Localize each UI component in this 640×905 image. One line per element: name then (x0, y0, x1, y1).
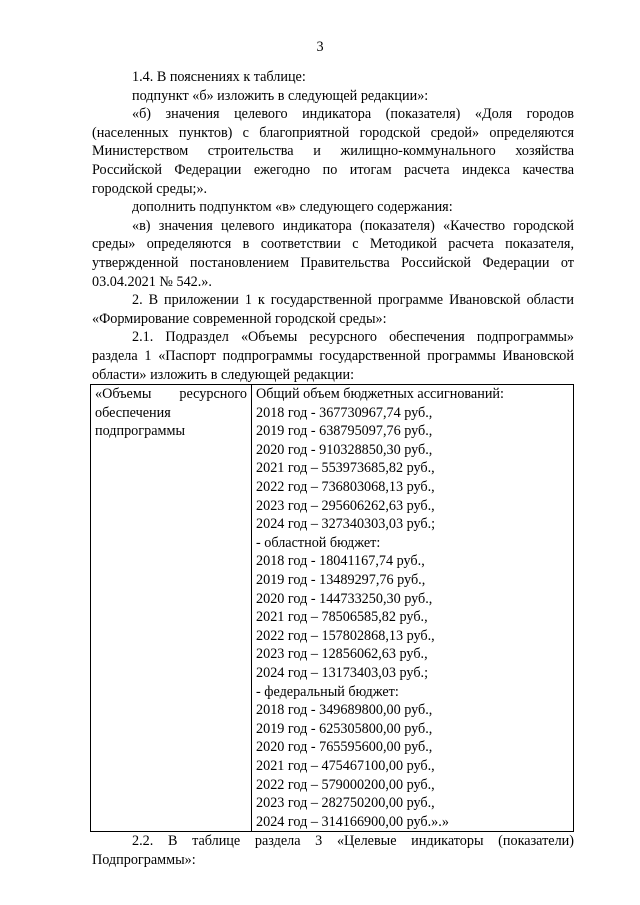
funding-line: 2023 год – 282750200,00 руб., (256, 795, 435, 812)
table-right-cell (252, 385, 574, 832)
left-cell-line: обеспечения (95, 404, 171, 421)
funding-line: 2022 год – 579000200,00 руб., (256, 776, 435, 793)
paragraph-2-2: 2.2. В таблице раздела 3 «Целевые индикаторы (показатели) Подпрограммы»: (92, 833, 574, 868)
paragraph-subitem-b-intro: подпункт «б» изложить в следующей редакции»: (132, 87, 429, 104)
funding-line: Общий объем бюджетных ассигнований: (256, 386, 504, 403)
funding-line: 2019 год - 13489297,76 руб., (256, 572, 426, 589)
funding-line: 2024 год – 13173403,03 руб.; (256, 665, 429, 681)
funding-line: 2022 год – 157802868,13 руб., (256, 627, 435, 644)
funding-line: 2023 год – 295606262,63 руб., (256, 497, 435, 514)
funding-line: 2021 год – 78506585,82 руб., (256, 609, 428, 626)
funding-line: 2021 год – 475467100,00 руб., (256, 757, 435, 774)
table-row (91, 385, 574, 832)
funding-line: 2020 год - 910328850,30 руб., (256, 441, 433, 458)
funding-line: 2020 год - 765595600,00 руб., (256, 739, 433, 756)
paragraph-subitem-v-intro: дополнить подпунктом «в» следующего содержания: (132, 199, 453, 216)
funding-line: 2024 год – 327340303,03 руб.; (256, 516, 436, 533)
left-cell-line: подпрограммы (95, 423, 185, 440)
funding-line: 2021 год – 553973685,82 руб., (256, 460, 435, 477)
page-number: 3 (316, 39, 324, 55)
funding-line: 2023 год – 12856062,63 руб., (256, 646, 428, 663)
paragraph-subitem-b-text: «б) значения целевого индикатора (показателя) «Доля городов (населенных пунктов) с благоприятной городской средой» определяются Министерством строительства и жилищно-коммунального хозяйства Российской Федерации ежегодно по итогам расчета индекса качества городской среды;». (92, 106, 574, 197)
funding-line: 2020 год - 144733250,30 руб., (256, 590, 433, 607)
funding-line: 2018 год - 349689800,00 руб., (256, 702, 433, 719)
funding-line: 2019 год - 638795097,76 руб., (256, 423, 433, 440)
funding-line: 2018 год - 18041167,74 руб., (256, 553, 425, 570)
funding-line: 2024 год – 314166900,00 руб.».» (256, 813, 449, 830)
funding-line: - федеральный бюджет: (256, 683, 399, 700)
document-body (92, 68, 574, 870)
paragraph-2: 2. В приложении 1 к государственной программе Ивановской области «Формирование современной городской среды»: (92, 292, 574, 327)
table-left-cell (91, 385, 252, 832)
funding-line: 2022 год – 736803068,13 руб., (256, 479, 435, 496)
left-cell-line: «Объемы ресурсного (95, 386, 247, 403)
paragraph-2-1: 2.1. Подраздел «Объемы ресурсного обеспечения подпрограммы» раздела 1 «Паспорт подпрограммы государственной программы Ивановской области» изложить в следующей редакции: (92, 329, 574, 383)
paragraph-subitem-v-text: «в) значения целевого индикатора (показателя) «Качество городской среды» определяются в соответствии с Методикой расчета показателя, утвержденной постановлением Правительства Российской Федерации от 03.04.2021 № 542.». (92, 217, 574, 290)
funding-line: 2019 год - 625305800,00 руб., (256, 720, 433, 737)
funding-table (90, 384, 574, 832)
funding-line: 2018 год - 367730967,74 руб., (256, 404, 433, 421)
paragraph-1-4: 1.4. В пояснениях к таблице: (132, 69, 306, 85)
funding-line: - областной бюджет: (256, 534, 381, 551)
